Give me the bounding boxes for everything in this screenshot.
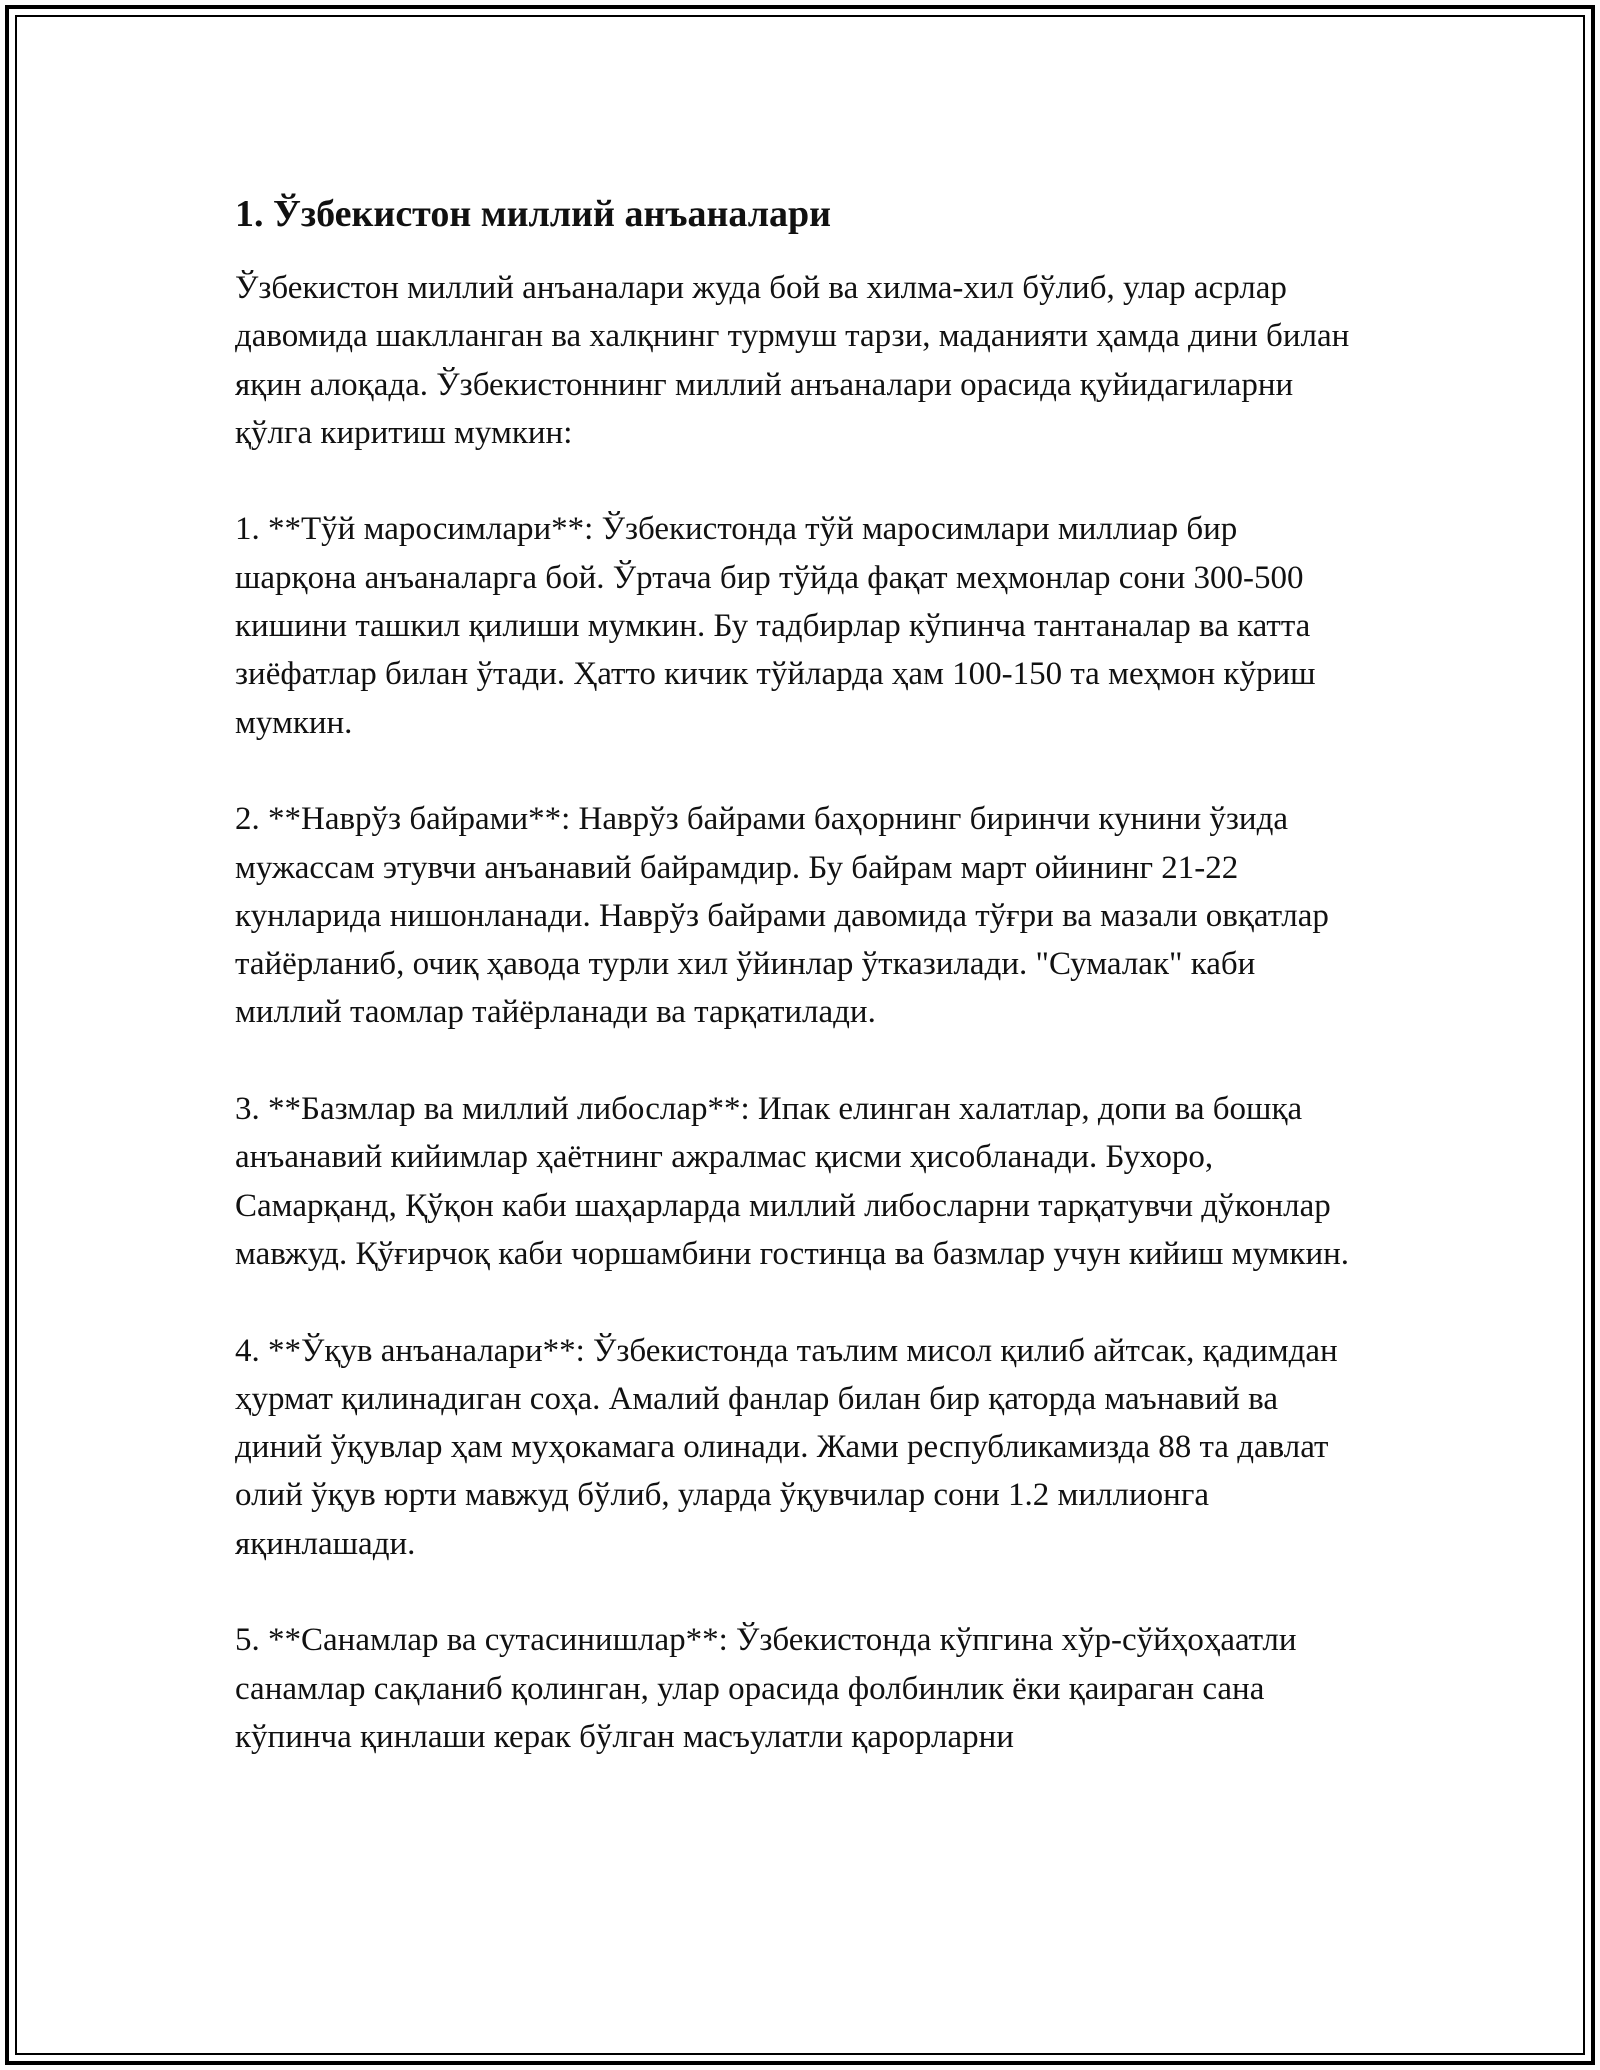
document-title: 1. Ўзбекистон миллий анъаналари: [235, 193, 832, 235]
list-item-clothing: 3. **Базмлар ва миллий либослар**: Ипак елинган халатлар, допи ва бошқа анъанавий кийимлар ҳаётнинг ажралмас қисми ҳисобланади. Бухоро, Самарқанд, Қўқон каби шаҳарларда миллий либосларни тарқатувчи дўконлар мавжуд. Қўғирчоқ каби чоршамбини гостинца ва базмлар учун кийиш мумкин.: [235, 1091, 1350, 1272]
list-item-wedding: 1. **Тўй маросимлари**: Ўзбекистонда тўй маросимлари миллиар бир шарқона анъаналарга бой. Ўртача бир тўйда фақат меҳмонлар сони 300-500 кишини ташкил қилиши мумкин. Бу тадбирлар кўпинча тантаналар ва катта зиёфатлар билан ўтади. Ҳатто кичик тўйларда ҳам 100-150 та меҳмон кўриш мумкин.: [235, 511, 1316, 741]
intro-paragraph: Ўзбекистон миллий анъаналари жуда бой ва хилма-хил бўлиб, улар асрлар давомида шаклланган ва халқнинг турмуш тарзи, маданияти ҳамда дини билан яқин алоқада. Ўзбекистоннинг миллий анъаналари орасида қуйидагиларни қўлга киритиш мумкин:: [235, 270, 1350, 451]
list-item-navruz: 2. **Наврўз байрами**: Наврўз байрами баҳорнинг биринчи кунини ўзида мужассам этувчи анъанавий байрамдир. Бу байрам март ойининг 21-22 кунларида нишонланади. Наврўз байрами давомида тўғри ва мазали овқатлар тайёрланиб, очиқ ҳавода турли хил ўйинлар ўтказилади. "Сумалак" каби миллий таомлар тайёрланади ва тарқатилади.: [235, 801, 1329, 1031]
document-body: [235, 188, 1365, 1761]
list-item-education: 4. **Ўқув анъаналари**: Ўзбекистонда таълим мисол қилиб айтсак, қадимдан ҳурмат қилинадиган соҳа. Амалий фанлар билан бир қаторда маънавий ва диний ўқувлар ҳам муҳокамага олинади. Жами республикамизда 88 та давлат олий ўқув юрти мавжуд бўлиб, уларда ўқувчилар сони 1.2 миллионга яқинлашади.: [235, 1332, 1338, 1562]
list-item-traditions: 5. **Санамлар ва сутасинишлар**: Ўзбекистонда кўпгина хўр-сўйҳоҳаатли санамлар сақланиб қолинган, улар орасида фолбинлик ёки қаираган сана кўпинча қинлаши керак бўлган масъулатли қарорларни: [235, 1622, 1297, 1755]
